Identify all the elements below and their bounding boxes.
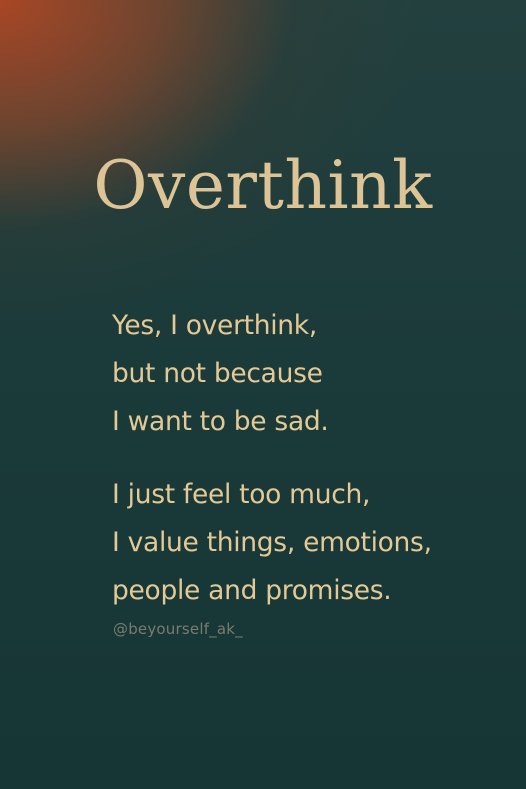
- stanza-line: I value things, emotions,: [112, 527, 432, 558]
- stanza-line: I want to be sad.: [112, 406, 329, 437]
- stanza-line: Yes, I overthink,: [112, 310, 317, 341]
- stanza-line: people and promises.: [112, 575, 392, 606]
- poster-title: Overthink: [93, 147, 433, 224]
- stanza-line: I just feel too much,: [112, 479, 371, 510]
- author-handle: @beyourself_ak_: [113, 620, 243, 638]
- stanza-line: but not because: [112, 358, 323, 389]
- stanza-two: [112, 471, 432, 615]
- stanza-one: [112, 302, 329, 446]
